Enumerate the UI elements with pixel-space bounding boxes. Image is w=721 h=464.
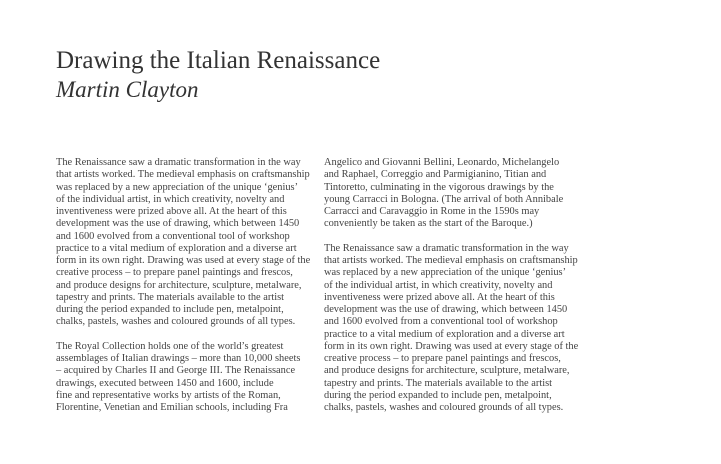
text-line: The Renaissance saw a dramatic transformation in the way: [324, 242, 569, 254]
text-line: that artists worked. The medieval emphasis on craftsmanship: [56, 169, 310, 181]
paragraph: [56, 341, 328, 415]
text-line: Florentine, Venetian and Emilian schools, including Fra: [56, 402, 288, 413]
text-line: The Royal Collection holds one of the world’s greatest: [56, 340, 284, 352]
text-line: practice to a vital medium of exploration and a diverse art: [324, 328, 565, 340]
text-line: tapestry and prints. The materials available to the artist: [324, 377, 553, 389]
text-line: creative process – to prepare panel paintings and frescos,: [56, 267, 293, 279]
text-column-right: [324, 157, 596, 427]
text-line: during the period expanded to include pen, metalpoint,: [56, 304, 284, 315]
text-line: – acquired by Charles II and George III. The Renaissance: [56, 365, 296, 377]
text-line: was replaced by a new appreciation of the unique ‘genius’: [56, 181, 299, 193]
text-line: form in its own right. Drawing was used at every stage of the: [56, 255, 311, 266]
text-line: assemblages of Italian drawings – more than 10,000 sheets: [56, 353, 301, 364]
text-line: tapestry and prints. The materials available to the artist: [56, 291, 285, 303]
text-line: development was the use of drawing, which between 1450: [324, 304, 568, 315]
text-line: and 1600 evolved from a conventional tool of workshop: [324, 316, 558, 328]
text-line: inventiveness were prized above all. At the heart of this: [324, 291, 555, 303]
text-line: Angelico and Giovanni Bellini, Leonardo, Michelangelo: [324, 157, 560, 168]
text-line: inventiveness were prized above all. At the heart of this: [56, 206, 287, 217]
text-line: during the period expanded to include pen, metalpoint,: [324, 389, 552, 401]
text-line: drawings, executed between 1450 and 1600, include: [56, 377, 274, 389]
text-line: Tintoretto, culminating in the vigorous drawings by the: [324, 181, 554, 193]
paragraph: [324, 243, 596, 415]
text-line: and 1600 evolved from a conventional tool of workshop: [56, 230, 290, 242]
text-line: chalks, pastels, washes and coloured grounds of all types.: [324, 402, 564, 413]
text-line: Carracci and Caravaggio in Rome in the 1590s may: [324, 206, 540, 217]
text-line: conveniently be taken as the start of the Baroque.): [324, 218, 533, 230]
text-line: and Raphael, Correggio and Parmigianino, Titian and: [324, 169, 547, 181]
text-line: of the individual artist, in which creativity, novelty and: [56, 193, 285, 205]
paragraph: [56, 157, 328, 329]
text-line: was replaced by a new appreciation of the unique ‘genius’: [324, 267, 567, 279]
text-line: and produce designs for architecture, sculpture, metalware,: [324, 365, 570, 377]
paragraph: [324, 157, 596, 231]
text-line: fine and representative works by artists of the Roman,: [56, 389, 281, 401]
text-line: development was the use of drawing, which between 1450: [56, 218, 300, 230]
text-line: young Carracci in Bologna. (The arrival of both Annibale: [324, 193, 564, 205]
text-line: practice to a vital medium of exploration and a diverse art: [56, 242, 297, 254]
text-line: and produce designs for architecture, sculpture, metalware,: [56, 279, 302, 291]
text-line: creative process – to prepare panel paintings and frescos,: [324, 353, 561, 364]
text-column-left: [56, 157, 328, 427]
text-line: The Renaissance saw a dramatic transformation in the way: [56, 157, 301, 168]
page-title: Drawing the Italian Renaissance: [56, 47, 381, 74]
text-line: that artists worked. The medieval emphasis on craftsmanship: [324, 255, 578, 266]
text-line: chalks, pastels, washes and coloured grounds of all types.: [56, 316, 296, 328]
author-name: Martin Clayton: [56, 77, 199, 102]
text-line: form in its own right. Drawing was used at every stage of the: [324, 340, 579, 352]
text-line: of the individual artist, in which creativity, novelty and: [324, 279, 553, 291]
